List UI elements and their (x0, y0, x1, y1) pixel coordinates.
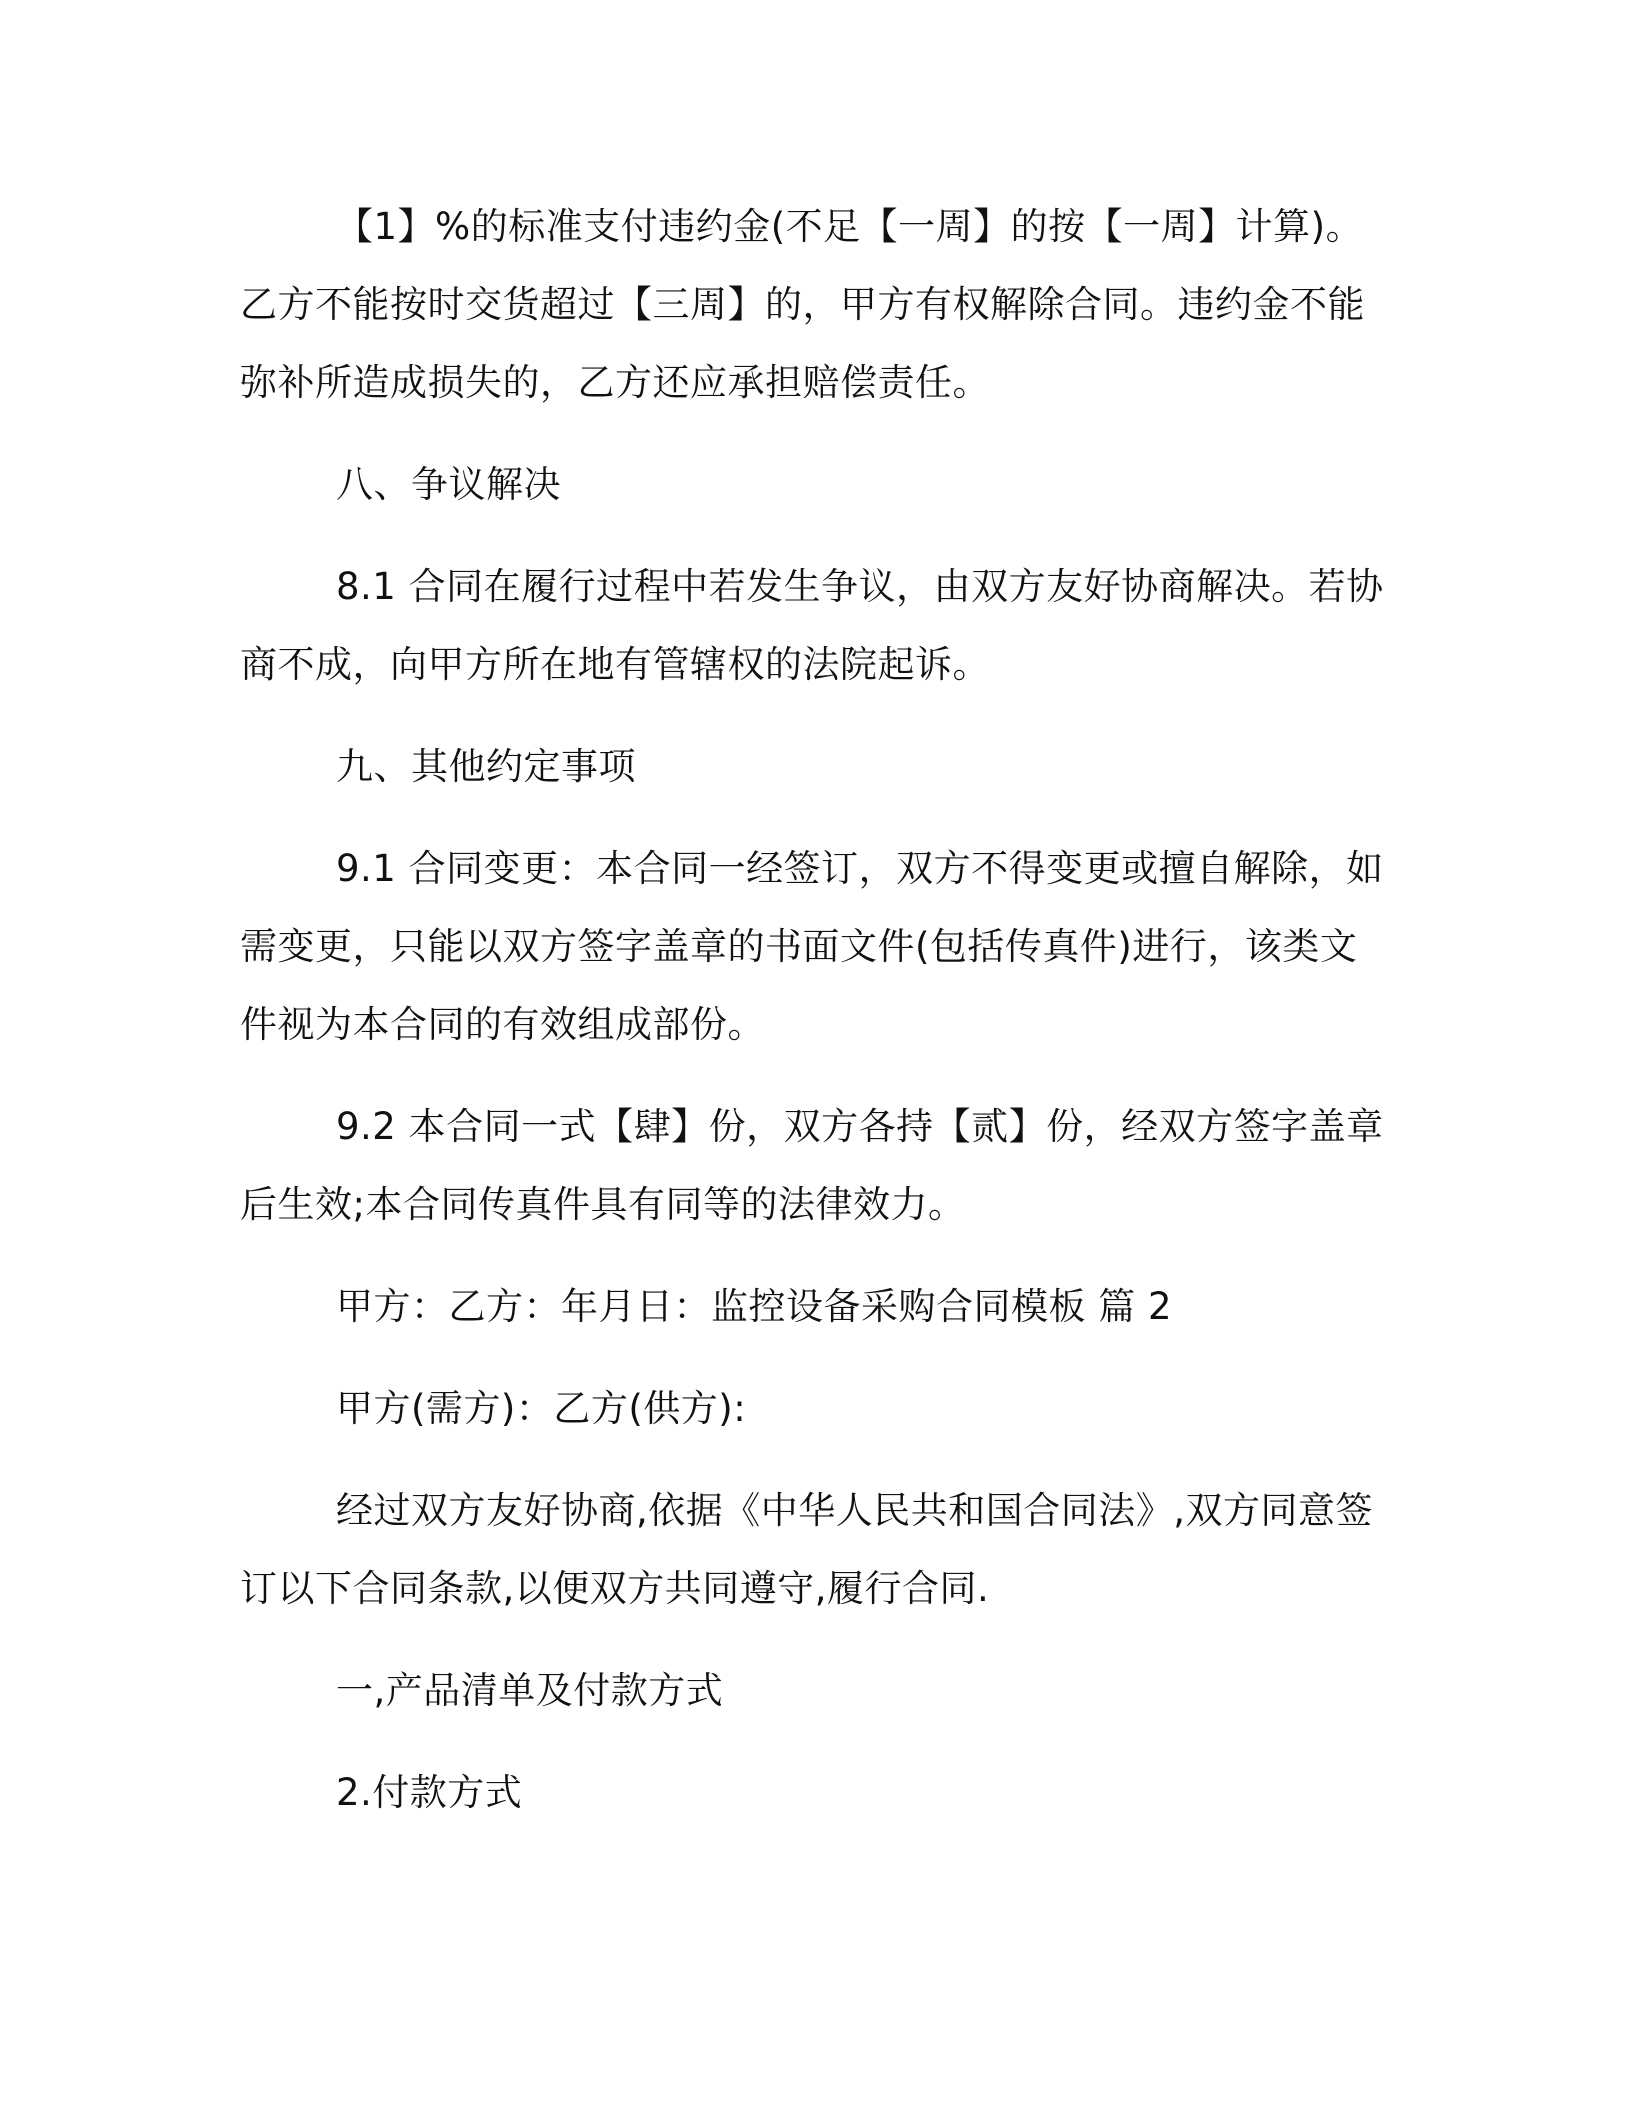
signature-line-and-template-title: 甲方：乙方：年月日：监控设备采购合同模板 篇 2 (336, 1285, 1173, 1328)
heading-product-list: 一,产品清单及付款方式 (336, 1669, 724, 1712)
paragraph-9-2: 9.2 本合同一式【肆】份，双方各持【贰】份，经双方签字盖章后生效;本合同传真件具有同等的法律效力。 (240, 1105, 1384, 1226)
heading-dispute-resolution: 八、争议解决 (336, 463, 561, 506)
paragraph-9-1: 9.1 合同变更：本合同一经签订，双方不得变更或擅自解除，如需变更，只能以双方签字盖章的书面文件(包括传真件)进行，该类文件视为本合同的有效组成部份。 (240, 847, 1384, 1046)
parties-line: 甲方(需方)：乙方(供方): (336, 1387, 747, 1430)
paragraph-8-1: 8.1 合同在履行过程中若发生争议，由双方友好协商解决。若协商不成，向甲方所在地有管辖权的法院起诉。 (240, 565, 1384, 686)
document-body (240, 188, 1390, 1832)
heading-other-matters: 九、其他约定事项 (336, 745, 636, 788)
heading-payment-method: 2.付款方式 (336, 1771, 523, 1814)
paragraph-intro: 经过双方友好协商,依据《中华人民共和国合同法》,双方同意签订以下合同条款,以便双方共同遵守,履行合同. (240, 1489, 1374, 1610)
paragraph-penalty-clause: 【1】%的标准支付违约金(不足【一周】的按【一周】计算)。乙方不能按时交货超过【三周】的，甲方有权解除合同。违约金不能弥补所造成损失的，乙方还应承担赔偿责任。 (240, 205, 1365, 404)
